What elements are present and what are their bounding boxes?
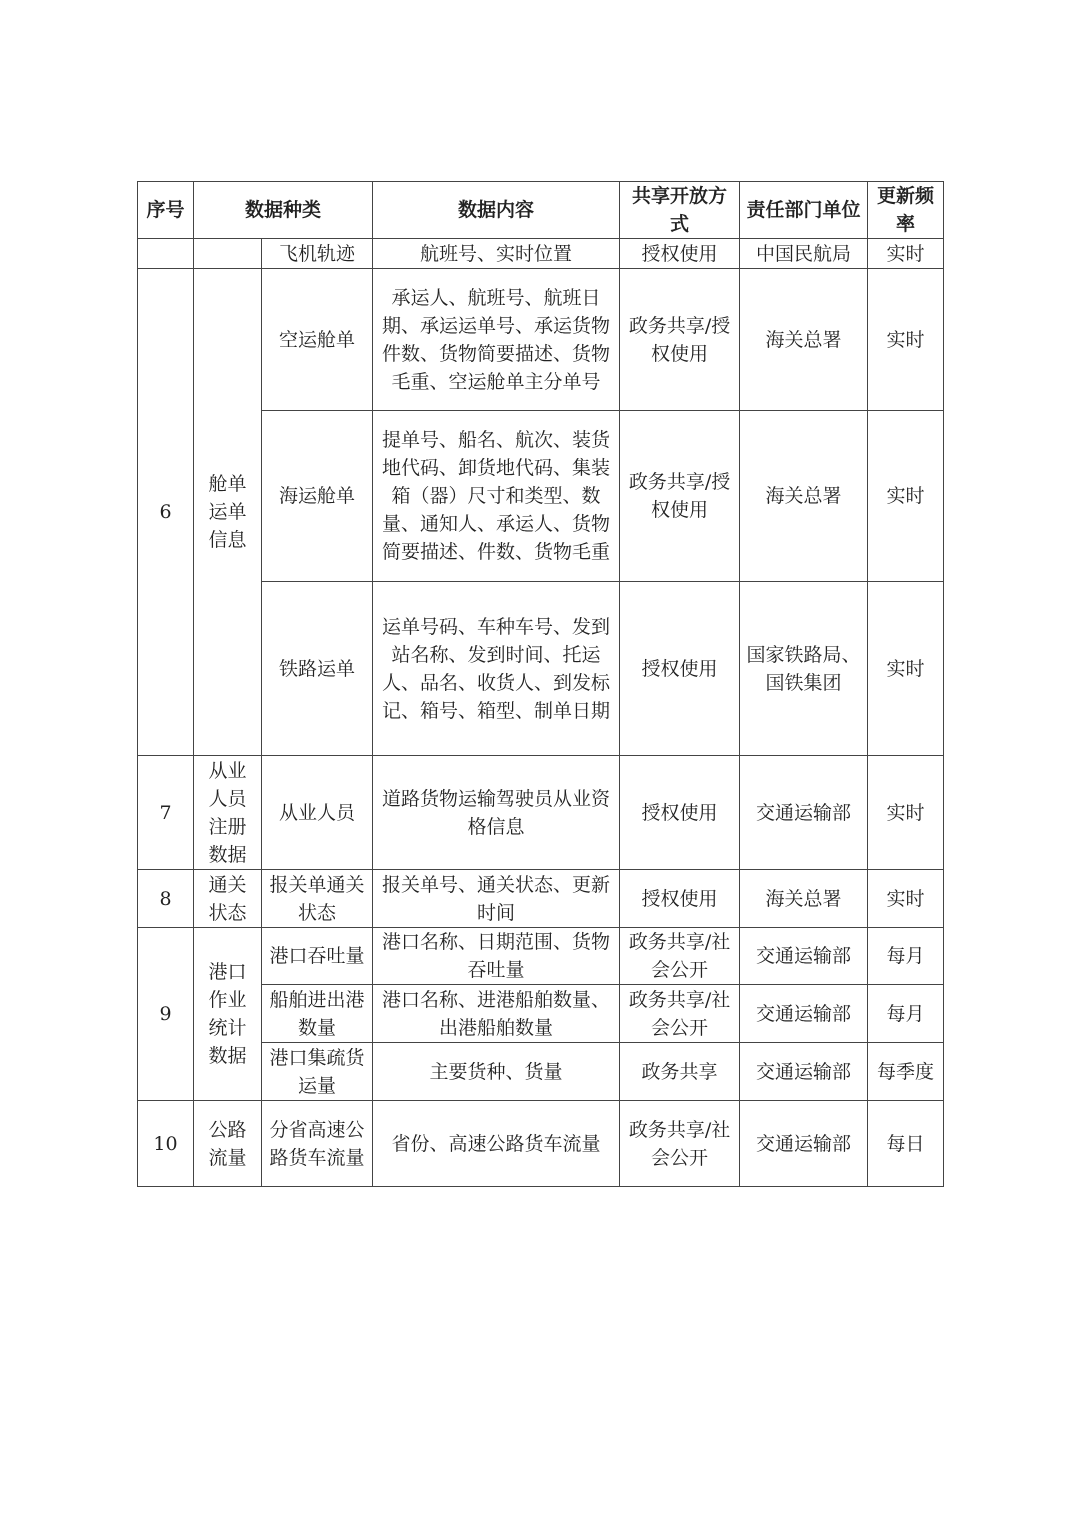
content-cell: 提单号、船名、航次、装货地代码、卸货地代码、集装箱（器）尺寸和类型、数量、通知人、承运人、货物简要描述、件数、货物毛重 — [373, 411, 620, 582]
subcategory-cell: 报关单通关状态 — [262, 870, 373, 928]
content-cell: 港口名称、进港船舶数量、出港船舶数量 — [373, 985, 620, 1043]
sharing-cell: 政务共享/社会公开 — [620, 985, 740, 1043]
freq-cell: 实时 — [868, 756, 944, 870]
content-cell: 报关单号、通关状态、更新时间 — [373, 870, 620, 928]
freq-cell: 每月 — [868, 985, 944, 1043]
empty-cell — [194, 239, 262, 269]
dept-cell: 交通运输部 — [740, 1043, 868, 1101]
row-number: 7 — [138, 756, 194, 870]
freq-cell: 实时 — [868, 411, 944, 582]
header-category: 数据种类 — [194, 182, 373, 239]
subcategory-cell: 从业人员 — [262, 756, 373, 870]
dept-cell: 交通运输部 — [740, 1101, 868, 1187]
sharing-cell: 政务共享/授权使用 — [620, 411, 740, 582]
dept-cell: 中国民航局 — [740, 239, 868, 269]
table-row — [138, 1101, 944, 1187]
subcategory-cell: 空运舱单 — [262, 269, 373, 411]
table-row — [138, 239, 944, 269]
header-no: 序号 — [138, 182, 194, 239]
row-number: 6 — [138, 269, 194, 756]
sharing-cell: 政务共享/授权使用 — [620, 269, 740, 411]
freq-cell: 实时 — [868, 870, 944, 928]
sharing-cell: 授权使用 — [620, 756, 740, 870]
category-cell: 舱单运单信息 — [194, 269, 262, 756]
data-table — [137, 181, 944, 1187]
content-cell: 运单号码、车种车号、发到站名称、发到时间、托运人、品名、收货人、到发标记、箱号、箱型、制单日期 — [373, 582, 620, 756]
header-dept: 责任部门单位 — [740, 182, 868, 239]
freq-cell: 每季度 — [868, 1043, 944, 1101]
sharing-cell: 授权使用 — [620, 239, 740, 269]
dept-cell: 交通运输部 — [740, 928, 868, 985]
sharing-cell: 政务共享/社会公开 — [620, 928, 740, 985]
dept-cell: 海关总署 — [740, 411, 868, 582]
header-content: 数据内容 — [373, 182, 620, 239]
sharing-cell: 授权使用 — [620, 870, 740, 928]
freq-cell: 每日 — [868, 1101, 944, 1187]
dept-cell: 交通运输部 — [740, 756, 868, 870]
table-row — [138, 756, 944, 870]
table-row — [138, 870, 944, 928]
row-number: 10 — [138, 1101, 194, 1187]
dept-cell: 海关总署 — [740, 870, 868, 928]
sharing-cell: 政务共享/社会公开 — [620, 1101, 740, 1187]
content-cell: 主要货种、货量 — [373, 1043, 620, 1101]
table-row — [138, 928, 944, 985]
subcategory-cell: 港口吞吐量 — [262, 928, 373, 985]
row-number: 8 — [138, 870, 194, 928]
table-row — [138, 269, 944, 411]
freq-cell: 实时 — [868, 269, 944, 411]
sharing-cell: 政务共享 — [620, 1043, 740, 1101]
subcategory-cell: 港口集疏货运量 — [262, 1043, 373, 1101]
category-cell: 通关状态 — [194, 870, 262, 928]
subcategory-cell: 铁路运单 — [262, 582, 373, 756]
content-cell: 港口名称、日期范围、货物吞吐量 — [373, 928, 620, 985]
dept-cell: 海关总署 — [740, 269, 868, 411]
header-sharing: 共享开放方式 — [620, 182, 740, 239]
subcategory-cell: 海运舱单 — [262, 411, 373, 582]
header-row — [138, 182, 944, 239]
category-cell: 港口作业统计数据 — [194, 928, 262, 1101]
sharing-cell: 授权使用 — [620, 582, 740, 756]
content-cell: 省份、高速公路货车流量 — [373, 1101, 620, 1187]
subcategory-cell: 船舶进出港数量 — [262, 985, 373, 1043]
content-cell: 承运人、航班号、航班日期、承运运单号、承运货物件数、货物简要描述、货物毛重、空运舱单主分单号 — [373, 269, 620, 411]
freq-cell: 每月 — [868, 928, 944, 985]
freq-cell: 实时 — [868, 582, 944, 756]
dept-cell: 交通运输部 — [740, 985, 868, 1043]
category-cell: 公路流量 — [194, 1101, 262, 1187]
subcategory-cell: 分省高速公路货车流量 — [262, 1101, 373, 1187]
freq-cell: 实时 — [868, 239, 944, 269]
header-freq: 更新频率 — [868, 182, 944, 239]
content-cell: 道路货物运输驾驶员从业资格信息 — [373, 756, 620, 870]
row-number: 9 — [138, 928, 194, 1101]
empty-cell — [138, 239, 194, 269]
subcategory-cell: 飞机轨迹 — [262, 239, 373, 269]
category-cell: 从业人员注册数据 — [194, 756, 262, 870]
content-cell: 航班号、实时位置 — [373, 239, 620, 269]
dept-cell: 国家铁路局、国铁集团 — [740, 582, 868, 756]
